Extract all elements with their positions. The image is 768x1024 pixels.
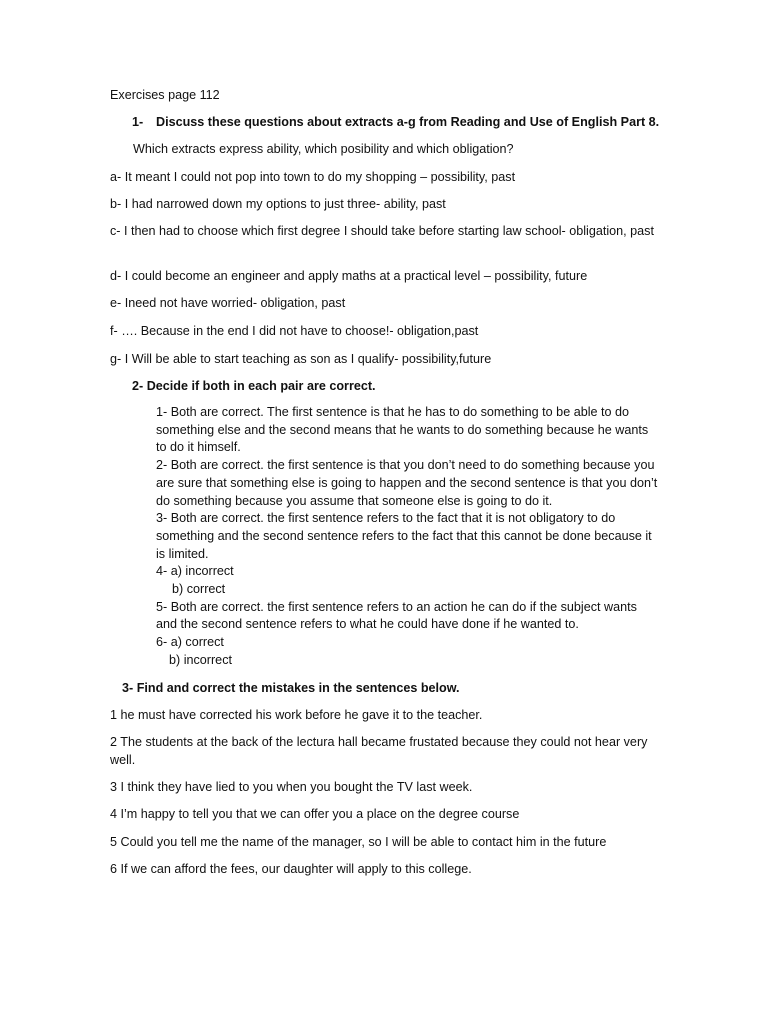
exercise-1-heading-text: Discuss these questions about extracts a-g from Reading and Use of English Part 8. [156,115,660,129]
exercise-2-answers [156,404,661,670]
exercise-2-answer-2: 2- Both are correct. the first sentence is that you don’t need to do something because you are sure that something else is going to happen and the second sentence is that you don’t do something because you assume that someone else is going to do it. [156,458,658,508]
exercise-1-number: 1- [132,115,144,129]
exercise-1-answer-c: c- I then had to choose which first degree I should take before starting law school- obligation, past [110,224,654,238]
exercise-1-answer-e: e- Ineed not have worried- obligation, past [110,296,346,310]
exercise-2-answer-4a: 4- a) incorrect [156,564,234,579]
exercise-2-answer-5: 5- Both are correct. the first sentence refers to an action he can do if the subject wants and the second sentence refers to what he could have done if he wanted to. [156,599,637,632]
exercise-2-answer-6a: 6- a) correct [156,635,224,650]
exercise-1-question: Which extracts express ability, which posibility and which obligation? [133,142,514,156]
exercise-3-sentence-4: 4 I’m happy to tell you that we can offer you a place on the degree course [110,807,520,821]
exercise-1-answer-b: b- I had narrowed down my options to just three- ability, past [110,197,446,211]
exercise-3-sentence-2: 2 The students at the back of the lectura hall became frustated because they could not hear very well. [110,735,648,767]
exercise-2-heading: 2- Decide if both in each pair are correct. [132,379,376,393]
exercise-2-answer-3: 3- Both are correct. the first sentence refers to the fact that it is not obligatory to do something and the second sentence refers to the fact that this cannot be done because it is limited. [156,511,652,561]
exercise-3-heading: 3- Find and correct the mistakes in the sentences below. [122,681,460,695]
exercise-2-answer-6b: b) incorrect [169,652,232,667]
exercise-1-answer-f: f- …. Because in the end I did not have to choose!- obligation,past [110,324,479,338]
exercise-3-sentence-6: 6 If we can afford the fees, our daughter will apply to this college. [110,862,472,876]
exercise-3-sentence-1: 1 he must have corrected his work before he gave it to the teacher. [110,708,483,722]
exercise-1-heading [132,113,659,131]
exercise-1-answer-d: d- I could become an engineer and apply maths at a practical level – possibility, future [110,269,588,283]
exercise-2-answer-4b: b) correct [172,582,226,597]
exercise-3-sentence-5: 5 Could you tell me the name of the manager, so I will be able to contact him in the future [110,835,607,849]
page-title: Exercises page 112 [110,88,220,102]
exercise-2-answer-1: 1- Both are correct. The first sentence is that he has to do something to be able to do something else and the second means that he wants to do something because he wants to do it himself. [156,405,649,455]
exercise-1-answer-a: a- It meant I could not pop into town to do my shopping – possibility, past [110,170,516,184]
exercise-1-answer-g: g- I Will be able to start teaching as son as I qualify- possibility,future [110,352,492,366]
exercise-3-sentence-3: 3 I think they have lied to you when you bought the TV last week. [110,780,473,794]
